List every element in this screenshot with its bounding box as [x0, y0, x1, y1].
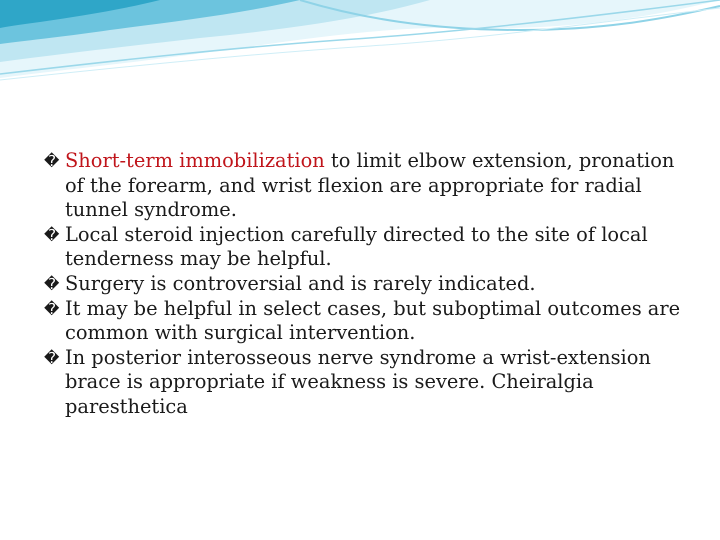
- bullet-item: [44, 272, 694, 297]
- header-wave-decoration: [0, 0, 720, 90]
- bullet-text: In posterior interosseous nerve syndrome a wrist-extension brace is appropriate if weakness is severe. Cheiralgia paresthetica: [65, 345, 651, 418]
- bullet-item: [44, 297, 694, 346]
- bullet-list: [44, 149, 694, 420]
- bullet-marker-icon: �: [44, 274, 60, 293]
- bullet-marker-icon: �: [44, 225, 60, 244]
- bullet-text: Local steroid injection carefully directed to the site of local tenderness may be helpful.: [65, 222, 648, 271]
- highlighted-term: Short-term immobilization: [65, 149, 325, 172]
- bullet-item: [44, 223, 694, 272]
- bullet-item: [44, 346, 694, 420]
- bullet-text: It may be helpful in select cases, but suboptimal outcomes are common with surgical intervention.: [65, 296, 681, 345]
- bullet-item: [44, 149, 694, 223]
- bullet-text: to limit elbow extension, pronation of the forearm, and wrist flexion are appropriate for radial tunnel syndrome.: [65, 149, 675, 222]
- bullet-text: Surgery is controversial and is rarely indicated.: [65, 271, 536, 295]
- bullet-marker-icon: �: [44, 299, 60, 318]
- bullet-marker-icon: �: [44, 152, 60, 170]
- bullet-marker-icon: �: [44, 348, 60, 367]
